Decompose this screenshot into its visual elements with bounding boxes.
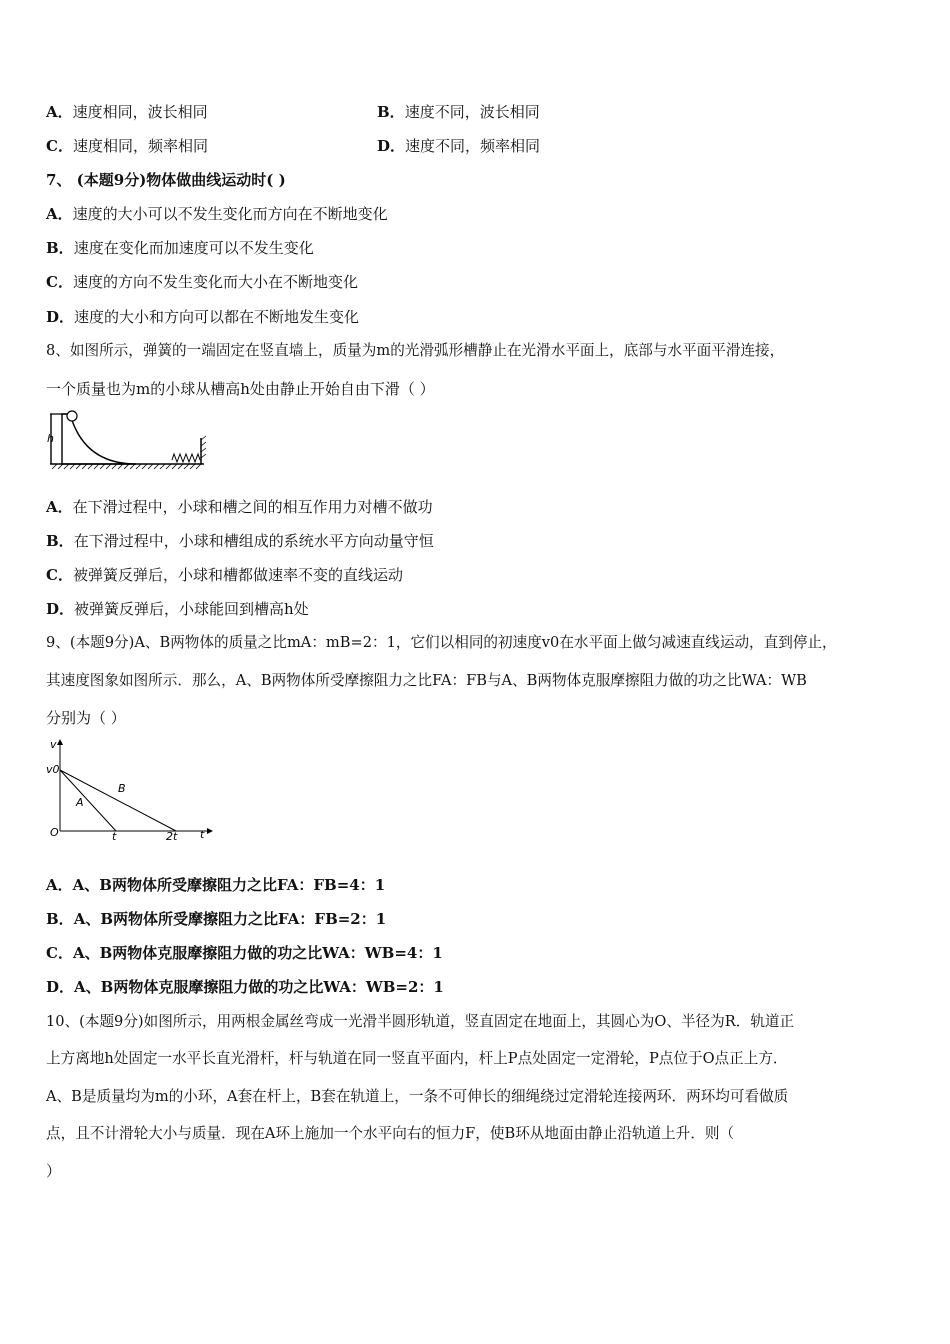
q9-stem-line3: 分别为（ ） — [46, 709, 126, 727]
option-text: 被弹簧反弹后，小球和槽都做速率不变的直线运动 — [72, 566, 403, 584]
option-label: D． — [46, 600, 75, 618]
height-label: h — [47, 432, 54, 445]
q6-option-b — [377, 102, 540, 122]
spring — [172, 454, 200, 462]
option-label: D． — [46, 978, 75, 996]
q9-stem-line1: 9、(本题9分)A、B两物体的质量之比mA：mB=2：1，它们以相同的初速度v0在水平面上做匀减速直线运动，直到停止， — [46, 634, 837, 651]
option-text: 被弹簧反弹后，小球能回到槽高h处 — [74, 600, 309, 618]
option-text: 速度在变化而加速度可以不发生变化 — [73, 239, 314, 257]
option-text: 速度相同，波长相同 — [72, 103, 208, 121]
q10-stem-line4: 点，且不计滑轮大小与质量．现在A环上施加一个水平向右的恒力F，使B环从地面由静止沿轨道上升．则（ — [46, 1125, 735, 1142]
q9-option-b — [46, 909, 386, 929]
q7-option-c — [46, 272, 358, 292]
arc-slot — [62, 414, 136, 464]
q6-option-d — [377, 136, 540, 156]
option-text: A、B两物体克服摩擦阻力做的功之比WA：WB=2：1 — [74, 978, 444, 996]
q9-option-a — [46, 875, 385, 895]
option-text: 速度不同，波长相同 — [404, 103, 540, 121]
option-label: A． — [46, 876, 73, 894]
option-text: 速度的大小可以不发生变化而方向在不断地变化 — [72, 205, 388, 223]
q9-vt-graph — [44, 736, 216, 844]
option-text: 在下滑过程中，小球和槽之间的相互作用力对槽不做功 — [72, 498, 433, 516]
axis-v-label: v — [50, 738, 57, 751]
option-label: A． — [46, 103, 73, 121]
q9-option-d — [46, 977, 444, 997]
tick-t-label: t — [112, 830, 117, 843]
option-text: 速度的大小和方向可以都在不断地发生变化 — [74, 308, 360, 326]
option-text: 速度相同，频率相同 — [72, 137, 208, 155]
option-label: B． — [46, 532, 74, 550]
option-text: A、B两物体所受摩擦阻力之比FA：FB=4：1 — [72, 876, 386, 894]
q7-option-b — [46, 238, 314, 258]
option-text: 速度不同，频率相同 — [405, 137, 541, 155]
label-b: B — [118, 782, 126, 795]
label-a: A — [76, 796, 84, 809]
q10-stem-line2: 上方离地h处固定一水平长直光滑杆，杆与轨道在同一竖直平面内，杆上P点处固定一定滑轮，P点位于O点正上方． — [46, 1050, 788, 1067]
option-text: A、B两物体所受摩擦阻力之比FA：FB=2：1 — [73, 910, 387, 928]
q9-stem-line2: 其速度图象如图所示．那么，A、B两物体所受摩擦阻力之比FA：FB与A、B两物体克服摩擦阻力做的功之比WA：WB — [46, 672, 807, 689]
option-label: C． — [46, 944, 73, 962]
option-label: A． — [46, 498, 73, 516]
tick-2t-label: 2t — [166, 830, 178, 843]
origin-label: O — [50, 826, 59, 839]
q7-stem: 7、 (本题9分)物体做曲线运动时( ) — [46, 171, 286, 189]
q8-option-a — [46, 497, 433, 517]
q10-stem-line5: ） — [46, 1162, 62, 1180]
q8-option-c — [46, 565, 403, 585]
ball — [67, 411, 77, 421]
option-label: B． — [46, 239, 74, 257]
q6-option-a — [46, 102, 208, 122]
q8-figure — [44, 408, 208, 470]
q10-stem-line1: 10、(本题9分)如图所示，用两根金属丝弯成一光滑半圆形轨道，竖直固定在地面上，其圆心为O、半径为R．轨道正 — [46, 1013, 795, 1030]
option-text: 速度的方向不发生变化而大小在不断地变化 — [72, 273, 358, 291]
option-text: 在下滑过程中，小球和槽组成的系统水平方向动量守恒 — [73, 532, 434, 550]
option-label: B． — [46, 910, 74, 928]
option-label: A． — [46, 205, 73, 223]
option-label: B． — [377, 103, 405, 121]
line-a — [60, 770, 116, 831]
q7-option-d — [46, 307, 359, 327]
v0-label: v0 — [46, 763, 60, 776]
q8-stem-line1: 8、如图所示，弹簧的一端固定在竖直墙上，质量为m的光滑弧形槽静止在光滑水平面上，底部与水平面平滑连接， — [46, 342, 785, 359]
option-label: D． — [46, 308, 75, 326]
option-label: C． — [46, 137, 73, 155]
axis-t-label: t — [200, 828, 205, 841]
q10-stem-line3: A、B是质量均为m的小环，A套在杆上，B套在轨道上，一条不可伸长的细绳绕过定滑轮连接两环．两环均可看做质 — [46, 1088, 789, 1105]
q8-option-d — [46, 599, 309, 619]
q7-option-a — [46, 204, 388, 224]
q9-option-c — [46, 943, 443, 963]
option-label: C． — [46, 566, 73, 584]
option-label: D． — [377, 137, 406, 155]
q8-stem-line2: 一个质量也为m的小球从槽高h处由静止开始自由下滑（ ） — [46, 380, 435, 398]
q6-option-c — [46, 136, 208, 156]
option-label: C． — [46, 273, 73, 291]
option-text: A、B两物体克服摩擦阻力做的功之比WA：WB=4：1 — [72, 944, 443, 962]
q8-option-b — [46, 531, 434, 551]
